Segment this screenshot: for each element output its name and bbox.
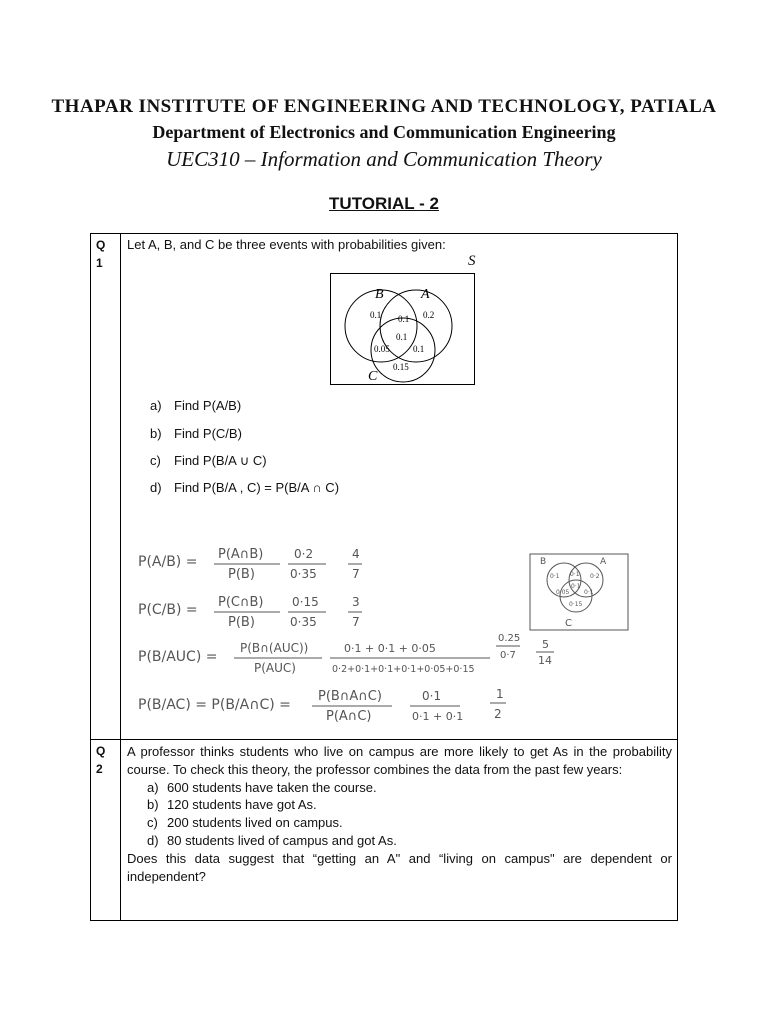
hw3-den2: 0·2+0·1+0·1+0·1+0·05+0·15 [332, 664, 475, 675]
hw4-den: P(A∩C) [326, 709, 372, 724]
hw3-mid-den: 0·7 [500, 650, 516, 661]
institute-title: THAPAR INSTITUTE OF ENGINEERING AND TECHNOLOGY, PATIALA [51, 96, 717, 117]
hw2-den2: 0·35 [290, 615, 317, 629]
hw4-res-den: 2 [494, 707, 502, 721]
hw3-mid-num: 0.25 [498, 633, 521, 644]
venn-label-b: B [375, 287, 384, 302]
q1-part-c [150, 453, 267, 469]
venn-label-c: C [368, 369, 378, 384]
hw4-num: P(B∩A∩C) [318, 689, 382, 704]
q1-part-c-text: Find P(B/A ∪ C) [174, 453, 267, 468]
sketch-label-b: B [540, 557, 547, 567]
sketch-v7: 0·15 [569, 601, 583, 608]
sketch-v5: 0·05 [556, 589, 570, 596]
q1-part-d [150, 480, 339, 495]
table-column-divider [120, 233, 121, 921]
table-row-divider [90, 739, 678, 740]
handwritten-solution [122, 540, 677, 735]
q2-number [96, 742, 105, 778]
sketch-v2: 0·1 [570, 571, 580, 578]
hw2-num: P(C∩B) [218, 595, 264, 610]
venn-region-bc: 0.05 [374, 344, 390, 354]
sketch-v6: 0·1 [584, 589, 594, 596]
q1-part-d-text: Find P(B/A , C) = P(B/A ∩ C) [174, 480, 340, 495]
q1-label-q: Q [96, 238, 106, 252]
q2-item-d-label: d) [147, 832, 159, 848]
venn-label-a: A [421, 287, 430, 302]
hw3-num2: 0·1 + 0·1 + 0·05 [344, 642, 436, 655]
venn-region-abc: 0.1 [396, 332, 408, 342]
hw3-den: P(AUC) [254, 661, 296, 675]
q2-item-c-label: c) [147, 815, 158, 831]
sketch-v1: 0·1 [550, 573, 560, 580]
hw1-res-den: 7 [352, 567, 360, 581]
hw3-lhs: P(B/AUC) = [138, 649, 218, 665]
q2-question: Does this data suggest that “getting an A" and “living on campus" are dependent or independent? [127, 850, 672, 884]
q2-item-b-label: b) [147, 797, 159, 813]
hw1-lhs: P(A/B) = [138, 554, 198, 570]
q1-part-a-text: Find P(A/B) [174, 398, 242, 413]
hw1-den2: 0·35 [290, 567, 317, 581]
course-title: UEC310 – Information and Communication Theory [166, 147, 602, 171]
q2-item-a [147, 779, 672, 797]
hw1-den: P(B) [228, 567, 255, 582]
sketch-v4: 0·1 [571, 583, 581, 590]
hw4-num2: 0·1 [422, 689, 442, 703]
hw2-num2: 0·15 [292, 595, 319, 609]
q1-number [96, 236, 105, 272]
q2-item-b-text: 120 students have got As. [167, 797, 317, 813]
hw1-num: P(A∩B) [218, 547, 264, 562]
hw4-den2: 0·1 + 0·1 [412, 710, 464, 723]
q2-item-b [147, 796, 672, 814]
venn-s-label: S [468, 253, 476, 269]
sketch-label-c: C [565, 618, 572, 629]
tutorial-title: TUTORIAL - 2 [329, 194, 439, 213]
sketch-label-a: A [600, 557, 607, 567]
hw2-res-den: 7 [352, 615, 360, 629]
venn-region-a-only: 0.2 [423, 310, 435, 320]
q2-item-a-label: a) [147, 779, 159, 795]
q2-body [127, 743, 672, 885]
q1-label-n: 1 [96, 256, 103, 270]
hw1-res-num: 4 [352, 547, 360, 561]
venn-diagram [330, 273, 475, 385]
q2-item-c [147, 814, 672, 832]
hw1-num2: 0·2 [294, 547, 314, 561]
hw2-lhs: P(C/B) = [138, 602, 198, 618]
venn-region-ab: 0.1 [398, 314, 410, 324]
q2-label-n: 2 [96, 762, 103, 776]
hw3-num: P(B∩(AUC)) [240, 641, 309, 655]
venn-region-b-only: 0.1 [370, 310, 382, 320]
sketch-v3: 0·2 [590, 573, 600, 580]
hw2-res-num: 3 [352, 595, 360, 609]
venn-svg [331, 274, 476, 386]
venn-region-c-only: 0.15 [393, 362, 409, 372]
q1-part-a [150, 398, 241, 413]
q1-part-b-text: Find P(C/B) [174, 426, 242, 441]
q1-part-b-label: b) [150, 426, 162, 441]
hw4-res-num: 1 [496, 687, 504, 701]
q1-part-d-label: d) [150, 480, 162, 495]
q2-list [147, 779, 672, 850]
venn-region-ac: 0.1 [413, 344, 425, 354]
q1-part-c-label: c) [150, 453, 161, 468]
q2-label-q: Q [96, 744, 106, 758]
q1-intro: Let A, B, and C be three events with probabilities given: [127, 237, 446, 252]
q2-intro: A professor thinks students who live on campus are more likely to get As in the probability course. To check this theory, the professor combines the data from the past few years: [127, 744, 672, 777]
q2-item-d [147, 832, 672, 850]
q1-part-a-label: a) [150, 398, 162, 413]
q2-item-a-text: 600 students have taken the course. [167, 779, 377, 795]
hw3-res-num: 5 [542, 638, 549, 651]
department-title: Department of Electronics and Communication Engineering [152, 122, 616, 142]
hw3-res-den: 14 [538, 654, 552, 667]
q2-item-c-text: 200 students lived on campus. [167, 815, 343, 831]
hw2-den: P(B) [228, 615, 255, 630]
hw4-lhs: P(B/AC) = P(B/A∩C) = [138, 697, 291, 713]
q2-item-d-text: 80 students lived of campus and got As. [167, 832, 397, 848]
q1-part-b [150, 426, 242, 441]
